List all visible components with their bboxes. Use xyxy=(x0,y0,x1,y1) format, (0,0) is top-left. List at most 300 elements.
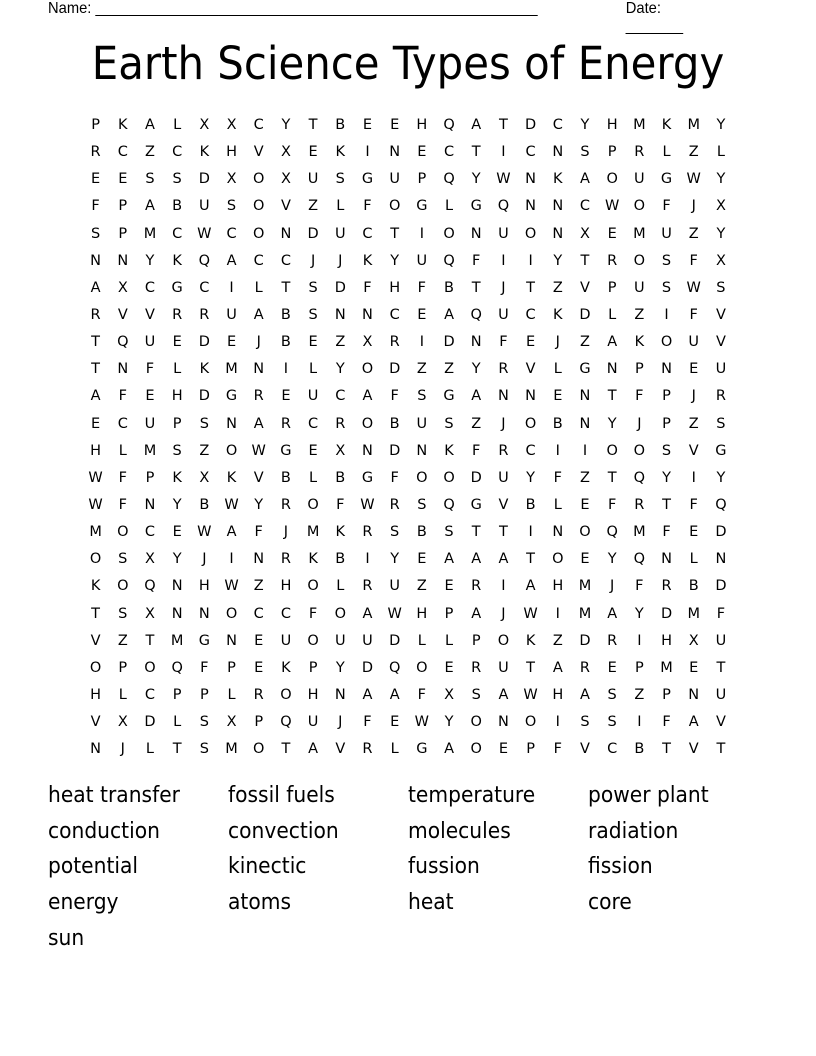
grid-letter[interactable]: U xyxy=(334,632,346,649)
grid-letter[interactable]: A xyxy=(444,741,454,758)
grid-letter[interactable]: M xyxy=(633,225,646,242)
grid-letter[interactable]: E xyxy=(607,659,617,676)
grid-letter[interactable]: F xyxy=(689,306,698,323)
grid-letter[interactable]: T xyxy=(91,605,101,622)
grid-letter[interactable]: K xyxy=(172,252,182,269)
grid-letter[interactable]: V xyxy=(715,306,726,323)
grid-letter[interactable]: S xyxy=(580,714,590,731)
grid-letter[interactable]: A xyxy=(498,686,509,703)
grid-letter[interactable]: C xyxy=(552,117,563,133)
grid-letter[interactable]: Y xyxy=(471,171,481,188)
grid-letter[interactable]: L xyxy=(118,686,127,703)
grid-letter[interactable]: R xyxy=(661,578,672,595)
grid-letter[interactable]: Z xyxy=(145,144,155,161)
grid-letter[interactable]: R xyxy=(362,524,373,541)
grid-letter[interactable]: B xyxy=(280,306,291,323)
grid-letter[interactable]: P xyxy=(444,605,454,622)
grid-letter[interactable]: F xyxy=(390,469,399,486)
grid-letter[interactable]: D xyxy=(144,714,156,731)
grid-letter[interactable]: U xyxy=(362,632,373,649)
grid-letter[interactable]: F xyxy=(662,714,671,731)
grid-letter[interactable]: L xyxy=(553,496,562,513)
grid-letter[interactable]: L xyxy=(390,741,399,758)
grid-letter[interactable]: B xyxy=(389,415,400,432)
grid-letter[interactable]: J xyxy=(555,334,560,351)
grid-letter[interactable]: H xyxy=(661,632,672,649)
grid-letter[interactable]: F xyxy=(472,442,481,459)
grid-letter[interactable]: S xyxy=(661,279,672,296)
grid-letter[interactable]: S xyxy=(716,279,726,296)
grid-letter[interactable]: V xyxy=(580,741,590,758)
grid-letter[interactable]: Y xyxy=(607,415,617,432)
grid-letter[interactable]: P xyxy=(118,198,128,215)
grid-letter[interactable]: A xyxy=(607,334,618,351)
grid-letter[interactable]: W xyxy=(197,225,212,242)
grid-letter[interactable]: E xyxy=(118,171,128,188)
grid-letter[interactable]: F xyxy=(308,605,318,622)
grid-letter[interactable]: X xyxy=(145,605,155,622)
grid-letter[interactable]: G xyxy=(660,171,673,188)
grid-letter[interactable]: J xyxy=(256,334,261,351)
grid-letter[interactable]: W xyxy=(523,686,538,703)
grid-letter[interactable]: J xyxy=(310,252,316,269)
grid-letter[interactable]: F xyxy=(716,605,726,622)
name-field-label[interactable]: Name: ______________________________________________________ xyxy=(48,0,538,17)
grid-letter[interactable]: W xyxy=(251,442,266,459)
grid-letter[interactable]: L xyxy=(716,144,725,161)
grid-letter[interactable]: T xyxy=(471,279,481,296)
grid-letter[interactable]: J xyxy=(120,741,125,758)
grid-letter[interactable]: K xyxy=(444,442,454,459)
grid-letter[interactable]: C xyxy=(443,144,455,161)
grid-letter[interactable]: O xyxy=(144,659,156,676)
grid-letter[interactable]: D xyxy=(307,225,319,242)
grid-letter[interactable]: G xyxy=(443,388,455,405)
grid-letter[interactable]: N xyxy=(525,388,537,405)
grid-letter[interactable]: W xyxy=(414,714,430,731)
grid-letter[interactable]: W xyxy=(360,496,375,513)
grid-letter[interactable]: H xyxy=(226,144,237,161)
grid-letter[interactable]: O xyxy=(633,442,646,459)
grid-letter[interactable]: S xyxy=(417,496,427,513)
grid-letter[interactable]: T xyxy=(716,741,726,758)
grid-letter[interactable]: B xyxy=(444,279,454,296)
grid-letter[interactable]: C xyxy=(579,198,591,215)
grid-letter[interactable]: L xyxy=(336,578,345,595)
grid-letter[interactable]: V xyxy=(90,714,101,731)
grid-letter[interactable]: S xyxy=(308,306,318,323)
grid-letter[interactable]: N xyxy=(171,605,183,622)
grid-letter[interactable]: W xyxy=(496,171,511,188)
grid-letter[interactable]: A xyxy=(580,686,590,703)
grid-letter[interactable]: W xyxy=(387,605,402,622)
grid-letter[interactable]: A xyxy=(525,578,536,595)
grid-letter[interactable]: O xyxy=(307,496,319,513)
grid-letter[interactable]: I xyxy=(637,714,642,731)
grid-letter[interactable]: J xyxy=(691,388,696,405)
grid-letter[interactable]: N xyxy=(362,442,373,459)
grid-letter[interactable]: K xyxy=(172,469,182,486)
grid-letter[interactable]: E xyxy=(417,551,427,568)
grid-letter[interactable]: Z xyxy=(335,334,346,351)
grid-letter[interactable]: E xyxy=(553,388,563,405)
grid-letter[interactable]: O xyxy=(524,225,537,242)
grid-letter[interactable]: N xyxy=(497,388,509,405)
grid-letter[interactable]: U xyxy=(226,306,237,323)
grid-letter[interactable]: F xyxy=(662,198,671,215)
grid-letter[interactable]: N xyxy=(253,551,265,568)
grid-letter[interactable]: O xyxy=(524,714,537,731)
grid-letter[interactable]: B xyxy=(199,496,210,513)
grid-letter[interactable]: K xyxy=(335,524,346,541)
grid-letter[interactable]: K xyxy=(553,171,563,188)
grid-letter[interactable]: S xyxy=(580,144,590,161)
grid-letter[interactable]: A xyxy=(444,551,454,568)
grid-letter[interactable]: Y xyxy=(662,469,671,486)
grid-letter[interactable]: X xyxy=(226,117,237,133)
grid-letter[interactable]: E xyxy=(145,388,155,405)
grid-letter[interactable]: E xyxy=(281,388,291,405)
grid-letter[interactable]: E xyxy=(607,225,617,242)
grid-letter[interactable]: T xyxy=(172,741,182,758)
grid-letter[interactable]: X xyxy=(226,171,237,188)
grid-letter[interactable]: F xyxy=(200,659,209,676)
grid-letter[interactable]: V xyxy=(335,741,346,758)
grid-letter[interactable]: S xyxy=(607,686,617,703)
grid-letter[interactable]: K xyxy=(553,306,563,323)
grid-letter[interactable]: E xyxy=(254,632,264,649)
grid-letter[interactable]: F xyxy=(118,496,127,513)
grid-letter[interactable]: O xyxy=(416,659,428,676)
grid-letter[interactable]: Z xyxy=(634,686,645,703)
grid-letter[interactable]: S xyxy=(335,171,345,188)
grid-letter[interactable]: D xyxy=(198,171,210,188)
grid-letter[interactable]: J xyxy=(501,605,506,622)
grid-letter[interactable]: D xyxy=(334,279,346,296)
grid-letter[interactable]: E xyxy=(226,334,237,351)
grid-letter[interactable]: C xyxy=(280,605,291,622)
grid-letter[interactable]: N xyxy=(552,198,564,215)
grid-letter[interactable]: Q xyxy=(198,252,211,269)
grid-letter[interactable]: A xyxy=(471,605,482,622)
grid-letter[interactable]: M xyxy=(633,524,646,541)
grid-letter[interactable]: X xyxy=(280,144,291,161)
grid-letter[interactable]: F xyxy=(635,578,644,595)
grid-letter[interactable]: N xyxy=(171,578,183,595)
grid-letter[interactable]: G xyxy=(198,632,210,649)
grid-letter[interactable]: K xyxy=(90,578,101,595)
grid-letter[interactable]: Z xyxy=(308,198,319,215)
grid-letter[interactable]: B xyxy=(280,334,291,351)
grid-letter[interactable]: A xyxy=(444,306,454,323)
grid-letter[interactable]: O xyxy=(443,469,455,486)
grid-letter[interactable]: O xyxy=(361,361,374,378)
grid-letter[interactable]: V xyxy=(715,334,726,351)
grid-letter[interactable]: R xyxy=(389,334,400,351)
grid-letter[interactable]: Z xyxy=(580,469,590,486)
grid-letter[interactable]: O xyxy=(117,578,129,595)
grid-letter[interactable]: G xyxy=(280,442,292,459)
grid-letter[interactable]: A xyxy=(688,714,699,731)
grid-letter[interactable]: K xyxy=(199,361,210,378)
grid-letter[interactable]: Z xyxy=(416,578,427,595)
grid-letter[interactable]: X xyxy=(280,171,291,188)
grid-letter[interactable]: R xyxy=(634,144,645,161)
grid-letter[interactable]: S xyxy=(90,225,101,242)
grid-letter[interactable]: J xyxy=(501,279,506,296)
grid-letter[interactable]: K xyxy=(281,659,291,676)
grid-letter[interactable]: O xyxy=(253,198,265,215)
grid-letter[interactable]: F xyxy=(363,714,372,731)
grid-letter[interactable]: N xyxy=(90,252,102,269)
grid-letter[interactable]: M xyxy=(687,605,700,622)
grid-letter[interactable]: C xyxy=(117,144,128,161)
grid-letter[interactable]: M xyxy=(89,524,102,541)
grid-letter[interactable]: T xyxy=(498,524,508,541)
grid-letter[interactable]: O xyxy=(334,605,346,622)
grid-letter[interactable]: E xyxy=(308,144,318,161)
grid-letter[interactable]: S xyxy=(716,415,726,432)
grid-letter[interactable]: Z xyxy=(471,415,482,432)
grid-letter[interactable]: I xyxy=(501,144,506,161)
grid-letter[interactable]: I xyxy=(555,605,560,622)
grid-letter[interactable]: P xyxy=(199,686,209,703)
grid-letter[interactable]: X xyxy=(688,632,699,649)
grid-letter[interactable]: Y xyxy=(471,361,481,378)
grid-letter[interactable]: R xyxy=(253,388,264,405)
grid-letter[interactable]: T xyxy=(526,279,536,296)
grid-letter[interactable]: P xyxy=(254,714,264,731)
grid-letter[interactable]: E xyxy=(689,659,699,676)
grid-letter[interactable]: W xyxy=(224,578,239,595)
grid-letter[interactable]: D xyxy=(660,605,673,622)
grid-letter[interactable]: O xyxy=(253,741,265,758)
grid-letter[interactable]: U xyxy=(661,225,672,242)
grid-letter[interactable]: N xyxy=(715,551,727,568)
grid-letter[interactable]: T xyxy=(281,741,291,758)
grid-letter[interactable]: O xyxy=(89,551,102,568)
grid-letter[interactable]: R xyxy=(362,578,373,595)
grid-letter[interactable]: E xyxy=(390,714,400,731)
grid-letter[interactable]: N xyxy=(90,741,102,758)
grid-letter[interactable]: H xyxy=(198,578,210,595)
grid-letter[interactable]: M xyxy=(143,442,157,459)
date-field-label[interactable]: Date: _______ xyxy=(625,0,684,35)
grid-letter[interactable]: W xyxy=(197,524,212,541)
grid-letter[interactable]: S xyxy=(444,415,454,432)
grid-letter[interactable]: L xyxy=(227,686,236,703)
grid-letter[interactable]: Z xyxy=(199,442,210,459)
grid-letter[interactable]: N xyxy=(226,415,237,432)
grid-letter[interactable]: U xyxy=(498,225,509,242)
grid-letter[interactable]: O xyxy=(497,632,510,649)
grid-letter[interactable]: R xyxy=(280,415,291,432)
grid-letter[interactable]: N xyxy=(579,415,591,432)
grid-letter[interactable]: X xyxy=(362,334,373,351)
grid-letter[interactable]: F xyxy=(417,686,427,703)
grid-letter[interactable]: Y xyxy=(145,252,155,269)
grid-letter[interactable]: E xyxy=(172,524,182,541)
grid-letter[interactable]: B xyxy=(416,524,427,541)
grid-letter[interactable]: W xyxy=(523,605,538,622)
grid-letter[interactable]: F xyxy=(553,469,562,486)
grid-letter[interactable]: L xyxy=(336,198,345,215)
grid-letter[interactable]: C xyxy=(253,605,264,622)
grid-letter[interactable]: L xyxy=(173,714,182,731)
grid-letter[interactable]: R xyxy=(607,252,618,269)
grid-letter[interactable]: G xyxy=(416,741,428,758)
grid-letter[interactable]: O xyxy=(606,171,618,188)
grid-letter[interactable]: G xyxy=(361,469,374,486)
grid-letter[interactable]: I xyxy=(691,469,696,486)
grid-letter[interactable]: Z xyxy=(688,225,699,242)
grid-letter[interactable]: Y xyxy=(553,252,563,269)
grid-letter[interactable]: Q xyxy=(388,659,401,676)
grid-letter[interactable]: L xyxy=(145,741,155,758)
grid-letter[interactable]: J xyxy=(283,524,289,541)
grid-letter[interactable]: S xyxy=(390,524,400,541)
grid-letter[interactable]: G xyxy=(416,198,428,215)
grid-letter[interactable]: R xyxy=(498,361,509,378)
grid-letter[interactable]: D xyxy=(579,632,591,649)
grid-letter[interactable]: Q xyxy=(117,334,129,351)
grid-letter[interactable]: F xyxy=(363,279,372,296)
grid-letter[interactable]: W xyxy=(88,496,103,513)
grid-letter[interactable]: D xyxy=(470,469,482,486)
grid-letter[interactable]: K xyxy=(335,144,346,161)
grid-letter[interactable]: S xyxy=(308,279,318,296)
grid-letter[interactable]: D xyxy=(715,578,727,595)
grid-letter[interactable]: V xyxy=(525,361,536,378)
grid-letter[interactable]: O xyxy=(579,524,591,541)
grid-letter[interactable]: K xyxy=(362,252,373,269)
grid-letter[interactable]: O xyxy=(416,469,428,486)
grid-letter[interactable]: N xyxy=(362,306,373,323)
grid-letter[interactable]: Z xyxy=(580,334,590,351)
grid-letter[interactable]: X xyxy=(580,225,590,242)
grid-letter[interactable]: J xyxy=(637,415,642,432)
grid-letter[interactable]: T xyxy=(716,659,726,676)
grid-letter[interactable]: S xyxy=(172,171,182,188)
grid-letter[interactable]: C xyxy=(144,524,156,541)
grid-letter[interactable]: D xyxy=(715,524,727,541)
grid-letter[interactable]: O xyxy=(225,442,238,459)
grid-letter[interactable]: X xyxy=(199,117,210,133)
grid-letter[interactable]: I xyxy=(365,144,370,161)
grid-letter[interactable]: T xyxy=(498,117,508,133)
grid-letter[interactable]: W xyxy=(686,279,701,296)
grid-letter[interactable]: M xyxy=(170,632,184,649)
grid-letter[interactable]: F xyxy=(254,524,263,541)
grid-letter[interactable]: O xyxy=(388,198,401,215)
grid-letter[interactable]: Q xyxy=(497,198,510,215)
grid-letter[interactable]: O xyxy=(470,741,482,758)
grid-letter[interactable]: B xyxy=(335,469,346,486)
grid-letter[interactable]: A xyxy=(226,524,237,541)
grid-letter[interactable]: L xyxy=(309,361,318,378)
grid-letter[interactable]: C xyxy=(144,279,156,296)
grid-letter[interactable]: O xyxy=(470,714,482,731)
grid-letter[interactable]: E xyxy=(172,334,182,351)
grid-letter[interactable]: U xyxy=(498,469,509,486)
grid-letter[interactable]: F xyxy=(662,524,671,541)
grid-letter[interactable]: X xyxy=(199,469,210,486)
grid-letter[interactable]: Y xyxy=(716,117,726,133)
grid-letter[interactable]: R xyxy=(172,306,183,323)
grid-letter[interactable]: U xyxy=(307,388,319,405)
grid-letter[interactable]: C xyxy=(280,252,291,269)
grid-letter[interactable]: I xyxy=(419,225,424,242)
grid-letter[interactable]: T xyxy=(607,469,617,486)
grid-letter[interactable]: R xyxy=(498,442,509,459)
grid-letter[interactable]: P xyxy=(634,659,644,676)
grid-letter[interactable]: M xyxy=(578,605,592,622)
grid-letter[interactable]: K xyxy=(634,334,645,351)
grid-letter[interactable]: U xyxy=(715,361,727,378)
grid-letter[interactable]: F xyxy=(118,469,127,486)
grid-letter[interactable]: T xyxy=(662,496,671,513)
grid-letter[interactable]: U xyxy=(634,171,645,188)
grid-letter[interactable]: Q xyxy=(606,524,618,541)
grid-letter[interactable]: G xyxy=(470,198,482,215)
grid-letter[interactable]: A xyxy=(471,551,482,568)
grid-letter[interactable]: A xyxy=(362,686,373,703)
grid-letter[interactable]: T xyxy=(580,252,590,269)
grid-letter[interactable]: A xyxy=(471,388,482,405)
grid-letter[interactable]: Y xyxy=(580,117,590,133)
grid-letter[interactable]: A xyxy=(253,415,264,432)
grid-letter[interactable]: F xyxy=(499,334,508,351)
grid-letter[interactable]: B xyxy=(172,198,183,215)
grid-letter[interactable]: V xyxy=(145,306,155,323)
grid-letter[interactable]: O xyxy=(633,252,646,269)
grid-letter[interactable]: V xyxy=(253,144,264,161)
grid-letter[interactable]: V xyxy=(498,496,509,513)
grid-letter[interactable]: N xyxy=(470,334,482,351)
grid-letter[interactable]: F xyxy=(336,496,345,513)
grid-letter[interactable]: A xyxy=(308,741,319,758)
grid-letter[interactable]: Y xyxy=(607,551,617,568)
grid-letter[interactable]: L xyxy=(254,279,263,296)
grid-letter[interactable]: S xyxy=(471,686,481,703)
grid-letter[interactable]: M xyxy=(633,117,646,133)
grid-letter[interactable]: D xyxy=(389,442,401,459)
grid-letter[interactable]: F xyxy=(390,388,399,405)
grid-letter[interactable]: Q xyxy=(470,306,482,323)
grid-letter[interactable]: L xyxy=(608,306,617,323)
grid-letter[interactable]: R xyxy=(389,496,400,513)
grid-letter[interactable]: Q xyxy=(443,117,455,133)
grid-letter[interactable]: L xyxy=(118,442,127,459)
grid-letter[interactable]: N xyxy=(606,361,618,378)
grid-letter[interactable]: V xyxy=(280,198,291,215)
grid-letter[interactable]: L xyxy=(417,632,426,649)
grid-letter[interactable]: R xyxy=(471,578,482,595)
grid-letter[interactable]: X xyxy=(335,442,346,459)
grid-letter[interactable]: K xyxy=(118,117,128,133)
grid-letter[interactable]: A xyxy=(145,198,155,215)
grid-letter[interactable]: M xyxy=(143,225,157,242)
grid-letter[interactable]: N xyxy=(552,144,564,161)
grid-letter[interactable]: T xyxy=(91,334,101,351)
grid-letter[interactable]: I xyxy=(582,442,588,459)
grid-letter[interactable]: Z xyxy=(253,578,264,595)
grid-letter[interactable]: P xyxy=(526,741,535,758)
grid-letter[interactable]: Y xyxy=(172,496,182,513)
grid-letter[interactable]: A xyxy=(498,551,509,568)
grid-letter[interactable]: D xyxy=(198,388,210,405)
grid-letter[interactable]: Y xyxy=(634,605,644,622)
